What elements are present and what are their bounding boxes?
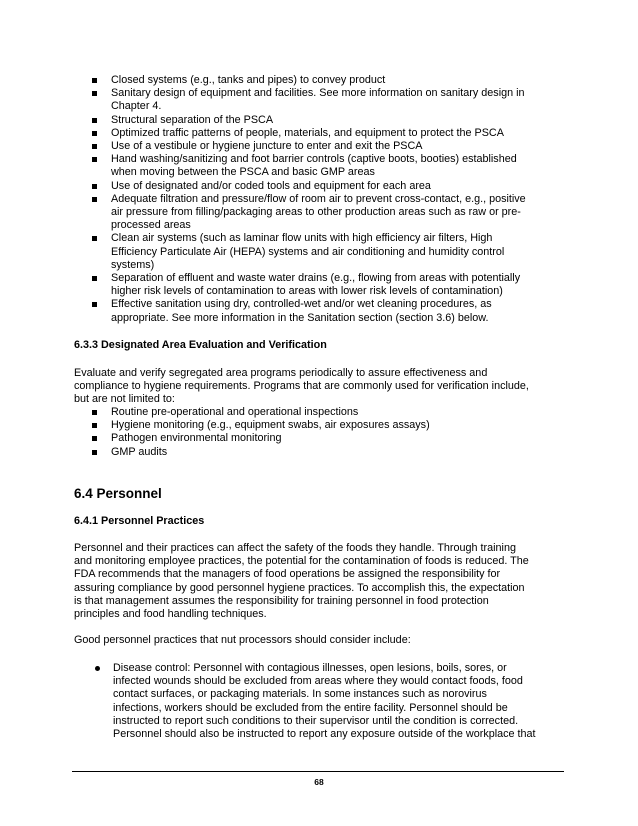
list-item-line: Chapter 4. [111,100,162,113]
list-item [92,272,572,298]
round-bullet-icon [95,666,100,671]
list-item [94,662,536,741]
list-item [92,432,572,445]
square-bullet-icon [92,91,97,96]
square-bullet-icon [92,423,97,428]
list-item [92,446,572,459]
paragraph-line: FDA recommends that the managers of food operations be assigned the responsibility for [74,568,501,581]
list-item [92,193,572,233]
list-item-line: infected wounds should be excluded from areas where they would contact foods, food [113,675,523,688]
section-heading-6-4: 6.4 Personnel [74,486,162,501]
list-item [92,180,572,193]
page-number: 68 [314,777,324,787]
square-bullet-icon [92,144,97,149]
list-item-line: Adequate filtration and pressure/flow of room air to prevent cross-contact, e.g., positive [111,192,526,205]
square-bullet-icon [92,184,97,189]
paragraph-line: Personnel and their practices can affect the safety of the foods they handle. Through training [74,542,516,554]
list-item-line: Structural separation of the PSCA [111,113,274,126]
section-6-4-1-paragraph [74,542,529,621]
list-item [92,153,572,179]
list-item-line: Sanitary design of equipment and facilities. See more information on sanitary design in [111,87,525,100]
list-item-line: when moving between the PSCA and basic GMP areas [111,166,375,179]
list-item [92,406,572,419]
paragraph-line: Good personnel practices that nut processors should consider include: [74,634,411,646]
personnel-practices-list [94,662,536,741]
list-item-line: infections, workers should be excluded from the entire facility. Personnel should be [113,701,508,714]
list-item-line: contact surfaces, or packaging materials. In some instances such as norovirus [113,688,487,701]
list-item-text: Pathogen environmental monitoring [111,432,282,445]
verification-programs-list [92,406,572,459]
paragraph-line: Evaluate and verify segregated area programs periodically to assure effectiveness and [74,367,488,379]
list-item-line: Closed systems (e.g., tanks and pipes) to convey product [111,74,386,86]
list-item-line: higher risk levels of contamination to areas with lower risk levels of contamination) [111,285,503,298]
list-item-line: processed areas [111,219,191,232]
list-item-text: Routine pre-operational and operational inspections [111,406,359,418]
list-item [92,87,572,113]
list-item [92,140,572,153]
square-bullet-icon [92,131,97,136]
list-item [92,298,572,324]
list-item [92,419,572,432]
square-bullet-icon [92,197,97,202]
list-item-line: Effective sanitation using dry, controlled-wet and/or wet cleaning procedures, as [111,298,492,311]
footer-divider [72,771,564,772]
paragraph-line: is that management assumes the responsibility for training personnel in food protection [74,594,489,607]
list-item [92,232,572,272]
section-heading-6-3-3: 6.3.3 Designated Area Evaluation and Verification [74,339,327,351]
list-item-line: Separation of effluent and waste water drains (e.g., flowing from areas with potentially [111,272,521,285]
square-bullet-icon [92,302,97,307]
list-item-line: Personnel should also be instructed to report any exposure outside of the workplace that [113,728,536,741]
list-item-line: Clean air systems (such as laminar flow units with high efficiency air filters, High [111,232,493,245]
square-bullet-icon [92,157,97,162]
list-item-text: GMP audits [111,445,168,458]
list-item-line: instructed to report such conditions to their supervisor until the condition is corrected. [113,714,519,727]
list-item [92,74,572,87]
section-heading-6-4-1: 6.4.1 Personnel Practices [74,515,205,527]
list-item-text: Hygiene monitoring (e.g., equipment swabs, air exposures assays) [111,419,430,432]
square-bullet-icon [92,276,97,281]
list-item-line: Disease control: Personnel with contagious illnesses, open lesions, boils, sores, or [113,662,507,674]
list-item [92,127,572,140]
paragraph-line: compliance to hygiene requirements. Programs that are commonly used for verification include, [74,380,529,393]
square-bullet-icon [92,236,97,241]
paragraph-line: but are not limited to: [74,393,175,406]
segregation-controls-list [92,74,572,325]
paragraph-line: principles and food handling techniques. [74,608,267,621]
list-item-line: Hand washing/sanitizing and foot barrier controls (captive boots, booties) established [111,153,517,166]
practices-intro [74,634,411,647]
list-item-line: air pressure from filling/packaging areas to other production areas such as raw or pre- [111,206,521,219]
list-item-line: appropriate. See more information in the Sanitation section (section 3.6) below. [111,311,489,324]
square-bullet-icon [92,118,97,123]
list-item-line: Optimized traffic patterns of people, materials, and equipment to protect the PSCA [111,126,504,139]
paragraph-line: and monitoring employee practices, the potential for the contamination of foods is reduced. The [74,555,529,568]
list-item [92,114,572,127]
square-bullet-icon [92,436,97,441]
list-item-line: Use of a vestibule or hygiene juncture to enter and exit the PSCA [111,140,423,153]
square-bullet-icon [92,450,97,455]
paragraph-line: assuring compliance by good personnel hygiene practices. To accomplish this, the expectation [74,581,525,594]
square-bullet-icon [92,410,97,415]
section-6-3-3-paragraph [74,367,529,407]
list-item-line: Use of designated and/or coded tools and equipment for each area [111,179,431,192]
list-item-line: Efficiency Particulate Air (HEPA) systems and air conditioning and humidity control [111,245,505,258]
square-bullet-icon [92,78,97,83]
list-item-line: systems) [111,258,155,271]
